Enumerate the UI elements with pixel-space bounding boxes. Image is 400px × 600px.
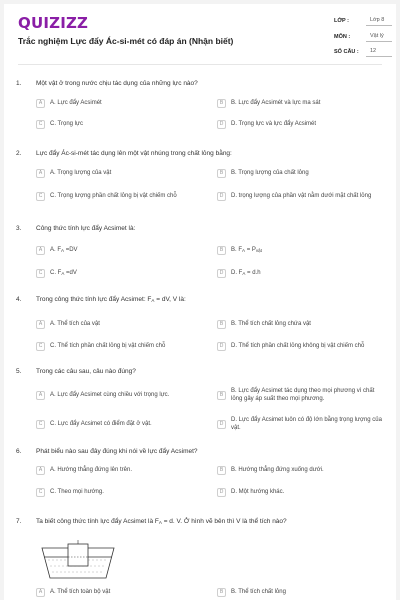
- option-d[interactable]: [217, 116, 387, 132]
- question-number: 1.: [16, 80, 22, 87]
- meta-underline: [366, 56, 392, 57]
- question-text: [36, 296, 186, 303]
- option-letter: B: [217, 169, 226, 178]
- question-text-part: Trong công thức tính lực đẩy Acsimet: F: [36, 296, 152, 303]
- option-letter: A: [36, 320, 45, 329]
- option-letter: D: [217, 269, 226, 278]
- option-text: D. Trọng lực và lực đẩy Acsimét: [231, 121, 317, 127]
- question-number: 7.: [16, 518, 22, 525]
- option-letter: D: [217, 192, 226, 201]
- option-text: B. Lực đẩy Acsimet tác dụng theo mọi phương vì chất lỏng gây áp suất theo mọi phương.: [231, 388, 375, 402]
- option-text: A. Lực đẩy Acsimét: [50, 100, 102, 106]
- option-text: D. Thể tích phần chất lỏng không bị vật chiếm chỗ: [231, 343, 365, 349]
- question-number: 6.: [16, 448, 22, 455]
- option-d[interactable]: [217, 416, 387, 432]
- option-text: A. Hướng thẳng đứng lên trên.: [50, 467, 133, 473]
- question-number: 3.: [16, 225, 22, 232]
- immersed-block: [68, 544, 88, 566]
- formula-part: =dV: [64, 269, 77, 276]
- option-b[interactable]: [217, 95, 387, 111]
- option-text: [231, 269, 261, 278]
- question-text: Phát biểu nào sau đây đúng khi nói về lực đẩy Acsimet?: [36, 448, 198, 455]
- option-text: A. Thể tích toàn bộ vật: [50, 589, 111, 595]
- option-text: C. Theo mọi hướng.: [50, 489, 104, 495]
- meta-value: Lớp 8: [370, 17, 385, 23]
- option-letter: B: [217, 99, 226, 108]
- option-text: B. Hướng thẳng đứng xuống dưới.: [231, 467, 324, 473]
- option-text: A. Trọng lượng của vật: [50, 170, 112, 176]
- option-letter: A: [36, 99, 45, 108]
- quizizz-logo: QUIZIZZ: [18, 14, 89, 32]
- option-text: A. Lực đẩy Acsimet cùng chiều với trọng lực.: [50, 392, 170, 398]
- option-d[interactable]: [217, 484, 387, 500]
- formula-part: = d.h: [245, 269, 261, 276]
- option-letter: D: [217, 488, 226, 497]
- page-title: Trắc nghiệm Lực đẩy Ác-si-mét có đáp án (Nhận biết): [18, 36, 234, 46]
- option-letter: D: [217, 342, 226, 351]
- option-b[interactable]: [217, 242, 387, 258]
- option-a[interactable]: [36, 95, 196, 111]
- option-letter: A: [36, 391, 45, 400]
- option-letter: C: [36, 192, 45, 201]
- option-c[interactable]: [36, 116, 196, 132]
- option-letter: B: [217, 466, 226, 475]
- beaker-figure: [38, 540, 118, 580]
- meta-underline: [366, 41, 392, 42]
- option-letter: B: [217, 246, 226, 255]
- option-text: [231, 246, 262, 255]
- option-text: C. Trọng lượng phần chất lỏng bị vật chiếm chỗ: [50, 193, 177, 199]
- option-text: B. Thể tích chất lỏng: [231, 589, 286, 595]
- meta-value: 12: [370, 48, 377, 54]
- option-text: B. Thể tích chất lỏng chứa vật: [231, 321, 311, 327]
- option-letter: D: [217, 120, 226, 129]
- question-number: 4.: [16, 296, 22, 303]
- option-c[interactable]: [36, 188, 196, 204]
- option-letter: A: [36, 466, 45, 475]
- option-b[interactable]: [217, 387, 387, 403]
- option-letter: A: [36, 169, 45, 178]
- question-text-part: = dV, V là:: [154, 296, 186, 303]
- option-text: [50, 269, 77, 278]
- option-text: C. Lực đẩy Acsimet có điểm đặt ở vật.: [50, 421, 152, 427]
- formula-part: = P: [245, 246, 256, 253]
- formula-part: A. F: [50, 246, 62, 253]
- option-text: B. Trọng lượng của chất lỏng: [231, 170, 309, 176]
- question-text: Một vật ở trong nước chịu tác dụng của những lực nào?: [36, 80, 198, 87]
- option-text: D. Một hướng khác.: [231, 489, 285, 495]
- header-divider: [18, 64, 382, 65]
- worksheet-page: [4, 4, 396, 600]
- option-letter: C: [36, 269, 45, 278]
- formula-subscript: vật: [255, 247, 262, 253]
- meta-label: LỚP :: [334, 18, 349, 24]
- formula-part: =DV: [64, 246, 78, 253]
- option-letter: C: [36, 488, 45, 497]
- formula-subscript: A: [61, 270, 65, 276]
- option-a[interactable]: [36, 462, 196, 478]
- option-d[interactable]: [217, 188, 387, 204]
- meta-label: SỐ CÂU :: [334, 49, 359, 55]
- option-a[interactable]: [36, 242, 196, 258]
- question-text: Công thức tính lực đẩy Acsimet là:: [36, 225, 136, 232]
- option-letter: C: [36, 420, 45, 429]
- option-letter: B: [217, 320, 226, 329]
- option-text: C. Trọng lực: [50, 121, 84, 127]
- option-text: C. Thể tích phần chất lỏng bị vật chiếm chỗ: [50, 343, 166, 349]
- option-a[interactable]: [36, 584, 196, 600]
- option-c[interactable]: [36, 338, 196, 354]
- formula-part: D. F: [231, 269, 243, 276]
- option-c[interactable]: [36, 484, 196, 500]
- option-letter: B: [217, 588, 226, 597]
- meta-value: Vật lý: [370, 33, 384, 39]
- option-letter: C: [36, 120, 45, 129]
- question-text-part: Ta biết công thức tính lực đẩy Acsimet là F: [36, 518, 159, 525]
- option-a[interactable]: [36, 165, 196, 181]
- option-letter: B: [217, 391, 226, 400]
- formula-subscript: A: [158, 520, 162, 525]
- option-b[interactable]: [217, 462, 387, 478]
- meta-label: MÔN :: [334, 34, 351, 40]
- option-d[interactable]: [217, 338, 387, 354]
- option-letter: A: [36, 246, 45, 255]
- option-letter: C: [36, 342, 45, 351]
- option-d[interactable]: [217, 265, 387, 281]
- option-text: D. Lực đẩy Acsimet luôn có độ lớn bằng trọng lượng của vật.: [231, 417, 382, 431]
- formula-subscript: A: [242, 247, 246, 253]
- option-letter: A: [36, 588, 45, 597]
- option-b[interactable]: [217, 165, 387, 181]
- option-b[interactable]: [217, 584, 387, 600]
- option-c[interactable]: [36, 416, 196, 432]
- option-a[interactable]: [36, 387, 196, 403]
- formula-part: B. F: [231, 246, 243, 253]
- question-text: Lực đẩy Ác-si-mét tác dụng lên một vật nhúng trong chất lỏng bằng:: [36, 150, 232, 157]
- option-text: [50, 246, 78, 255]
- formula-part: C. F: [50, 269, 62, 276]
- option-b[interactable]: [217, 316, 387, 332]
- question-text: [36, 518, 287, 525]
- question-number: 2.: [16, 150, 22, 157]
- formula-subscript: A: [242, 270, 246, 276]
- question-text-part: = d. V. Ở hình vẽ bên thì V là thể tích nào?: [161, 518, 287, 525]
- option-a[interactable]: [36, 316, 196, 332]
- option-letter: D: [217, 420, 226, 429]
- formula-subscript: A: [151, 298, 155, 303]
- option-text: A. Thể tích của vật: [50, 321, 100, 327]
- question-text: Trong các câu sau, câu nào đúng?: [36, 368, 136, 375]
- question-number: 5.: [16, 368, 22, 375]
- option-c[interactable]: [36, 265, 196, 281]
- meta-underline: [366, 25, 392, 26]
- formula-subscript: A: [61, 247, 65, 253]
- option-text: D. trọng lượng của phần vật nằm dưới mặt chất lỏng: [231, 193, 372, 199]
- option-text: B. Lực đẩy Acsimét và lực ma sát: [231, 100, 321, 106]
